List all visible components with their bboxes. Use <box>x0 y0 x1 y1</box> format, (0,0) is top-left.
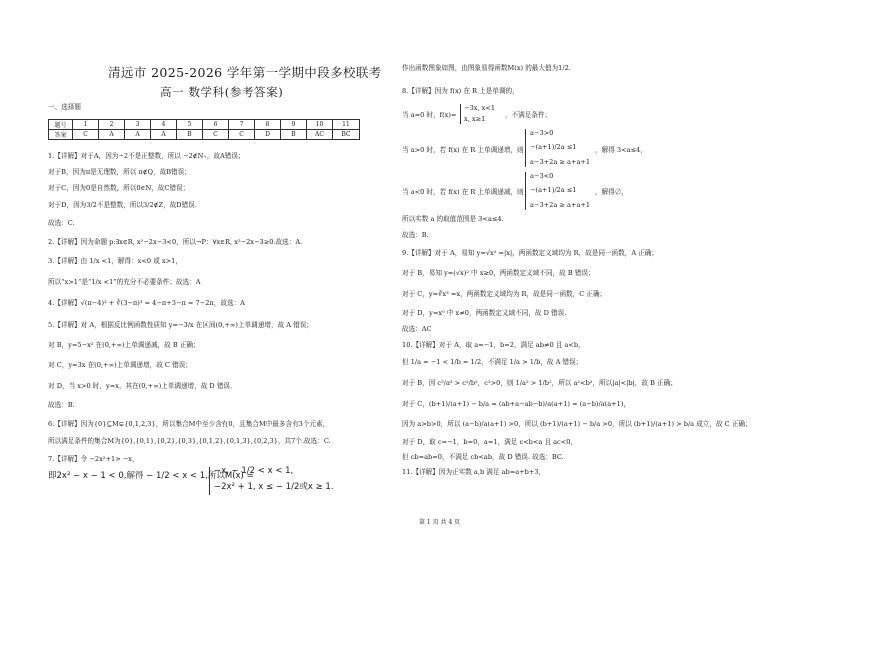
q1-line2: 对于B，因为π是无理数，所以 π∉Q，故B错误； <box>48 168 191 176</box>
table-cell: 答案 <box>49 130 73 140</box>
table-cell: 11 <box>333 120 360 130</box>
table-row <box>49 130 360 140</box>
page-title: 清远市 2025-2026 学年第一学期中段多校联考 <box>108 65 382 80</box>
table-cell: AC <box>307 130 333 140</box>
q10-line1: 10.【详解】对于 A，取 a=−1，b=2，满足 ab≠0 且 a<b， <box>402 341 585 349</box>
q10-line6: 对于 D，取 c=−1，b=0，a=1，满足 c<b<a 且 ac<0， <box>402 438 578 446</box>
q8-cond-1: a−3>0 <box>530 129 554 137</box>
q9-line1: 9.【详解】对于 A，易知 y=√x² =|x|，两函数定义域均为 R，故是同一函数，A 正确； <box>402 249 658 257</box>
table-cell: 5 <box>177 120 203 130</box>
piecewise-brace <box>209 467 210 495</box>
table-cell: A <box>151 130 177 140</box>
table-cell: 4 <box>151 120 177 130</box>
q8-case-zero: 当 a=0 时，f(x)= <box>402 111 457 119</box>
q1-line3: 对于C，因为0是自然数，所以0∈N，故C错误； <box>48 184 190 192</box>
table-cell: 7 <box>229 120 255 130</box>
q8-cond-4: a−3<0 <box>530 172 554 180</box>
q8-cond-2: −(a+1)/2a ≤1 <box>530 143 577 151</box>
table-cell: C <box>229 130 255 140</box>
q7-case2: −2x² + 1, x ≤ − 1/2或x ≥ 1. <box>214 482 334 492</box>
table-cell: B <box>177 130 203 140</box>
table-cell: B <box>281 130 307 140</box>
q8-case-zero-2: x, x≥1 <box>464 115 486 123</box>
table-cell: 10 <box>307 120 333 130</box>
q8-case-pos-result: ，解得 3<a≤4， <box>595 146 647 154</box>
q8-case-zero-1: −3x, x<1 <box>464 104 496 112</box>
q8-line1: 8.【详解】因为 f(x) 在 R 上是单调的， <box>402 87 519 95</box>
table-cell: BC <box>333 130 360 140</box>
q6-line1: 6.【详解】因为{0}⊆M⊊{0,1,2,3}，所以集合M中至少含有0，且集合M中最多含有3个元素， <box>48 420 330 428</box>
q5-line4: 对 D，当 x>0 时，y=x，其在(0,+∞)上单调递增，故 D 错误. <box>48 382 233 390</box>
q2-line: 2.【详解】因为命题 p:∃x∈R, x²−2x−3<0，所以¬P：∀x∈R, x²−2x−3≥0.故选：A. <box>48 238 303 246</box>
q9-line4: 对于 D，y=x⁰ 中 x≠0，两函数定义域不同，故 D 错误. <box>402 309 567 317</box>
q10-line4: 对于 C，(b+1)/(a+1) − b/a = (ab+a−ab−b)/a(a+1) = (a−b)/a(a+1)， <box>402 400 631 408</box>
q4-line: 4.【详解】√(π−4)² + ∛(3−π)³ = 4−π+3−π = 7−2π，故选：A <box>48 299 245 307</box>
table-cell: 2 <box>99 120 125 130</box>
q8-cond-5: −(a+1)/2a ≤1 <box>530 186 577 194</box>
q8-cond-6: a−3+2a ≥ a+a+1 <box>530 201 591 209</box>
q8-case-neg: 当 a<0 时，若 f(x) 在 R 上单调递减，则 <box>402 188 524 196</box>
q7-line2: 即2x² − x − 1 < 0,解得 − 1/2 < x < 1,所以M(x) = <box>48 471 254 481</box>
system-brace <box>525 172 526 210</box>
q9-line2: 对于 B，易知 y=(√x)² 中 x≥0，两函数定义域不同，故 B 错误； <box>402 269 595 277</box>
q3-line2: 所以“x>1”是“1/x <1”的充分不必要条件；故选：A <box>48 278 201 286</box>
q10-line5: 因为 a>b>0，所以 (a−b)/a(a+1) >0，所以 (b+1)/(a+1) − b/a >0，所以 (b+1)/(a+1) > b/a 成立，故 C 正确； <box>402 420 752 428</box>
table-cell: C <box>203 130 229 140</box>
table-cell: 1 <box>73 120 99 130</box>
q5-answer: 故选：B. <box>48 401 75 409</box>
q1-line4: 对于D，因为3/2不是整数，所以3/2∉Z，故D错误. <box>48 201 197 209</box>
page-footer: 第 1 页 共 4 页 <box>419 519 461 526</box>
page-subtitle: 高一 数学科(参考答案) <box>160 85 284 99</box>
table-cell: D <box>255 130 281 140</box>
section-heading: 一、选择题 <box>48 103 81 111</box>
table-cell: A <box>125 130 151 140</box>
q1-line1: 1.【详解】对于A，因为−2不是正整数，所以 −2∉N₊，故A错误； <box>48 152 245 160</box>
table-cell: C <box>73 130 99 140</box>
q7-case1: −x, − 1/2 < x < 1, <box>214 466 294 476</box>
table-cell: 8 <box>255 120 281 130</box>
q8-answer: 故选：B. <box>402 231 429 239</box>
q1-answer: 故选：C. <box>48 219 75 227</box>
q10-line7: 但 cb=ab=0，不满足 cb<ab，故 D 错误. 故选：BC. <box>402 453 564 461</box>
answer-table <box>48 119 360 140</box>
q9-line3: 对于 C，y=∛x³ =x，两函数定义域均为 R，故是同一函数，C 正确； <box>402 290 607 298</box>
q8-case-neg-result: ，解得∅， <box>595 188 628 196</box>
q9-answer: 故选：AC <box>402 325 432 333</box>
table-cell: A <box>99 130 125 140</box>
q5-line1: 5.【详解】对 A，根据反比例函数性质知 y=−3/x 在区间(0,+∞)上单调递增，故 A 错误； <box>48 321 313 329</box>
table-cell: 题号 <box>49 120 73 130</box>
q6-line2: 所以满足条件的集合M为{0},{0,1},{0,2},{0,3},{0,1,2},{0,1,3},{0,2,3}，共7个.故选：C. <box>48 437 331 445</box>
q8-case-zero-result: ，不满足条件； <box>505 111 552 119</box>
q7-line1: 7.【详解】令 −2x²+1> −x， <box>48 455 139 463</box>
q8-range: 所以实数 a 的取值范围是 3<a≤4. <box>402 215 504 223</box>
table-cell: 9 <box>281 120 307 130</box>
q8-case-pos: 当 a>0 时，若 f(x) 在 R 上单调递增，则 <box>402 146 524 154</box>
q3-line1: 3.【详解】由 1/x <1，解得：x<0 或 x>1， <box>48 257 182 265</box>
q5-line3: 对 C，y=3x 在(0,+∞)上单调递增，故 C 错误； <box>48 361 192 369</box>
q10-line2: 但 1/a = −1 < 1/b = 1/2，不满足 1/a > 1/b，故 A 错误； <box>402 358 583 366</box>
piecewise-brace <box>460 104 461 124</box>
q5-line2: 对 B，y=5−x² 在(0,+∞)上单调递减，故 B 正确； <box>48 341 200 349</box>
system-brace <box>525 129 526 167</box>
table-cell: 3 <box>125 120 151 130</box>
q7-conclusion: 作出函数图象如图，由图象易得函数M(x) 的最大值为1/2. <box>402 64 571 72</box>
table-row <box>49 120 360 130</box>
table-cell: 6 <box>203 120 229 130</box>
q11-line1: 11.【详解】因为正实数 a,b 满足 ab=a+b+3， <box>402 468 546 476</box>
q10-line3: 对于 B，因 c²/a² > c²/b²，c²>0，则 1/a² > 1/b²，所以 a²<b²，所以|a|<|b|，故 B 正确； <box>402 379 677 387</box>
q8-cond-3: a−3+2a ≥ a+a+1 <box>530 158 591 166</box>
